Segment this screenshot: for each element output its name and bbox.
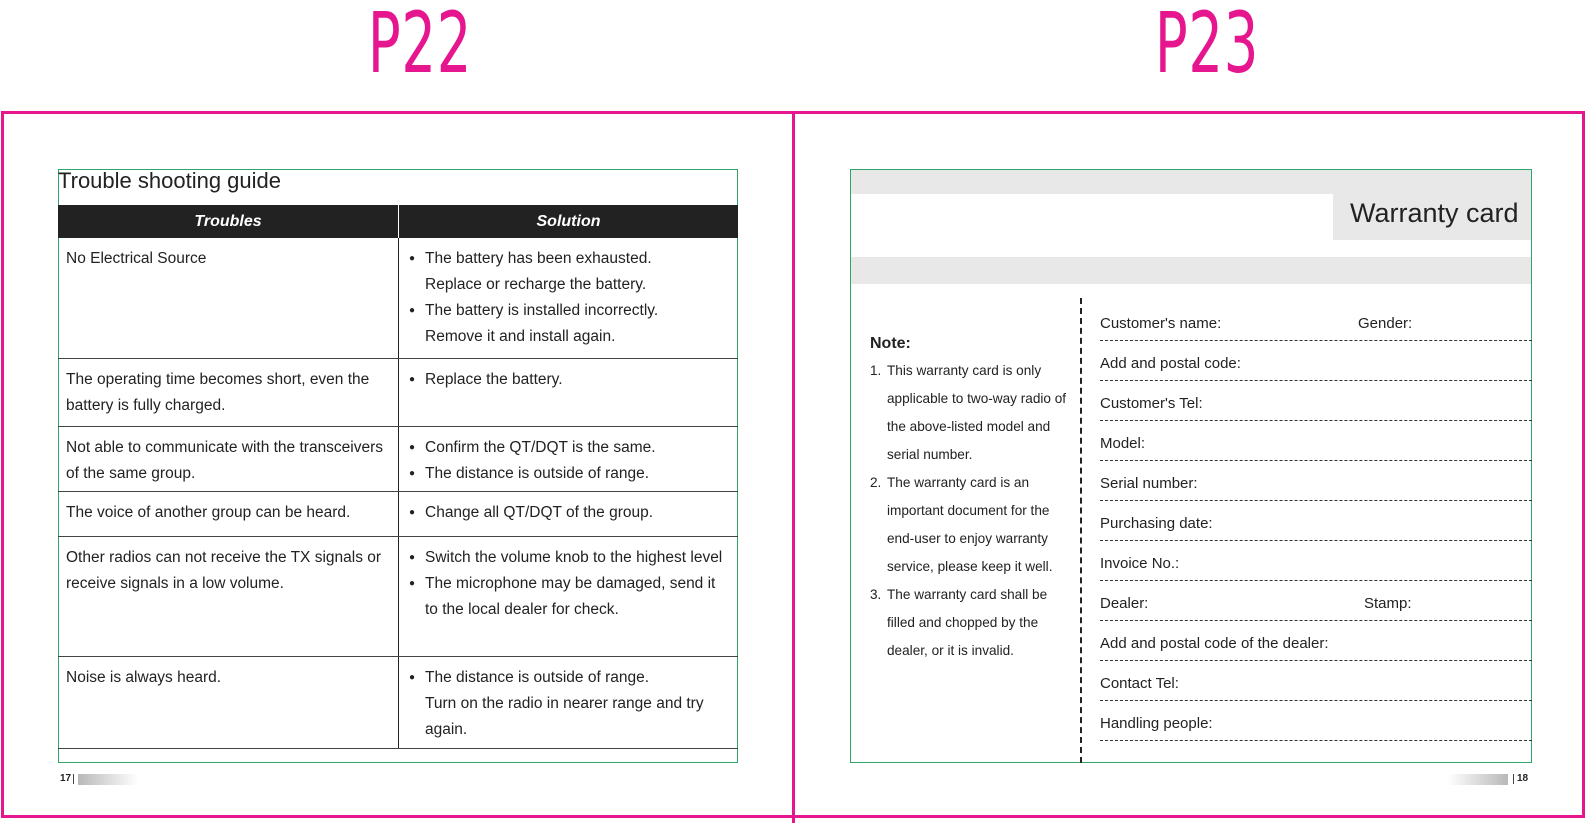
note-list [870,357,1075,665]
header-band-top [851,170,1531,194]
solution-item: ● The distance is outside of range. [409,461,730,487]
header-solution: Solution [399,205,739,238]
bullet-icon: ● [409,467,416,479]
warranty-title: Warranty card [1350,198,1519,228]
bullet-icon: ● [409,577,416,589]
solution-cell [399,238,739,358]
solution-item: ● The battery is installed incorrectly. Remove it and install again. [409,298,730,350]
trouble-cell: Noise is always heard. [58,656,399,748]
field-customer-name[interactable]: Customer's name: Gender: [1100,307,1532,341]
field-serial-number[interactable]: Serial number: [1100,467,1532,501]
bullet-icon: ● [409,441,416,453]
bullet-icon: ● [409,373,416,385]
bullet-icon: ● [409,253,416,264]
header-band-bottom [851,257,1531,284]
table-row [58,238,738,358]
solution-item: ● The battery has been exhausted. Replace or recharge the battery. [409,246,730,298]
solution-cell [399,426,739,491]
field-gender-label: Gender: [1358,315,1413,332]
field-stamp-label: Stamp: [1364,595,1412,612]
table-row [58,536,738,656]
footer-separator [1513,774,1514,784]
solution-cell [399,491,739,536]
solution-cell [399,358,739,426]
table-header-row [58,205,738,238]
page-label-p22: P22 [367,0,473,92]
solution-item: ● The microphone may be damaged, send it to the local dealer for check. [409,571,730,623]
table-row [58,358,738,426]
note-item: 1. This warranty card is only applicable to two-way radio of the above-listed model and serial number. [870,363,1067,462]
page-number-right: 18 [1517,773,1529,784]
solution-item: ● Replace the battery. [409,367,730,393]
note-title: Note: [870,335,911,352]
table-row [58,426,738,491]
table-row [58,491,738,536]
header-troubles: Troubles [58,205,399,238]
troubleshooting-title: Trouble shooting guide [58,168,282,193]
troubleshooting-table [58,205,738,749]
field-contact-tel[interactable]: Contact Tel: [1100,667,1532,701]
field-dealer[interactable]: Dealer: Stamp: [1100,587,1532,621]
trouble-cell: No Electrical Source [58,238,399,358]
solution-cell [399,656,739,748]
solution-item: ● Change all QT/DQT of the group. [409,500,730,526]
trouble-cell: The operating time becomes short, even the battery is fully charged. [58,358,399,426]
field-model[interactable]: Model: [1100,427,1532,461]
note-item: 3. The warranty card shall be filled and chopped by the dealer, or it is invalid. [870,587,1048,658]
spread-divider [792,111,795,823]
trouble-cell: Not able to communicate with the transceivers of the same group. [58,426,399,491]
table-row [58,656,738,748]
solution-item: ● The distance is outside of range. Turn on the radio in nearer range and try again. [409,665,730,743]
field-purchasing-date[interactable]: Purchasing date: [1100,507,1532,541]
page-number-left: 17 [60,773,72,784]
solution-item: ● Switch the volume knob to the highest level [409,545,730,571]
footer-gradient-bar [78,774,138,785]
dashed-divider [1080,298,1082,763]
solution-item: ● Confirm the QT/DQT is the same. [409,435,730,461]
note-item: 2. The warranty card is an important document for the end-user to enjoy warranty service, please keep it well. [870,475,1053,574]
field-dealer-address[interactable]: Add and postal code of the dealer: [1100,627,1532,661]
page-label-p23: P23 [1154,0,1260,92]
bullet-icon: ● [409,551,416,563]
solution-cell [399,536,739,656]
bullet-icon: ● [409,671,416,683]
footer-separator [73,774,74,784]
field-invoice-no[interactable]: Invoice No.: [1100,547,1532,581]
trouble-cell: Other radios can not receive the TX signals or receive signals in a low volume. [58,536,399,656]
field-address[interactable]: Add and postal code: [1100,347,1532,381]
field-customer-tel[interactable]: Customer's Tel: [1100,387,1532,421]
bullet-icon: ● [409,305,416,316]
field-handling-people[interactable]: Handling people: [1100,707,1532,741]
footer-gradient-bar [1448,774,1508,785]
trouble-cell: The voice of another group can be heard. [58,491,399,536]
bullet-icon: ● [409,506,416,518]
